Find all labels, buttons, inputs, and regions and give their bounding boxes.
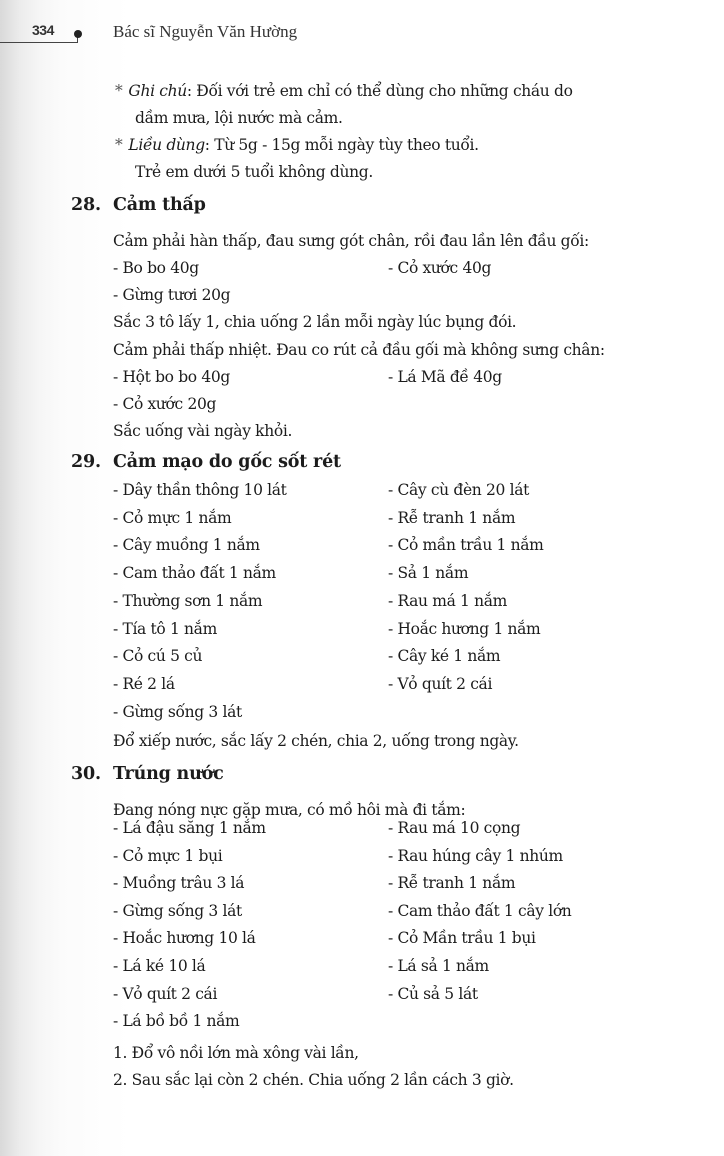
ingredient-item: - Rau má 10 cọng <box>388 819 521 837</box>
asterisk-bullet: * <box>115 136 123 154</box>
note-text: : Đối với trẻ em chỉ có thể dùng cho những cháu do <box>186 82 573 100</box>
ingredient-item: - Gừng tươi 20g <box>113 286 231 304</box>
ingredient-item: - Rau húng cây 1 nhúm <box>388 846 563 865</box>
ingredient-item: - Tía tô 1 nắm <box>113 619 217 638</box>
dose-text: : Từ 5g - 15g mỗi ngày tùy theo tuổi. <box>204 136 479 154</box>
ingredient-item: - Cây muồng 1 nắm <box>113 536 260 555</box>
method-text: Sắc uống vài ngày khỏi. <box>113 422 293 440</box>
note-line-continued: dầm mưa, lội nước mà cảm. <box>135 109 343 127</box>
ingredient-item: - Muồng trâu 3 lá <box>113 874 245 893</box>
ingredient-item: - Lá Mã đề 40g <box>388 368 502 386</box>
ingredient-item: - Củ sả 5 lát <box>388 984 478 1003</box>
ingredient-item: - Lá đậu săng 1 nắm <box>113 819 266 837</box>
step-text: 2. Sau sắc lại còn 2 chén. Chia uống 2 lần cách 3 giờ. <box>113 1071 514 1089</box>
section-title: Cảm thấp <box>113 195 206 215</box>
ingredient-item: - Cỏ Mần trầu 1 bụi <box>388 929 536 948</box>
header-rule <box>0 42 78 43</box>
section-number: 28. <box>71 195 101 215</box>
ingredient-item: - Hoắc hương 1 nắm <box>388 619 541 638</box>
ingredient-item: - Cỏ mực 1 nắm <box>113 508 232 527</box>
ingredient-item: - Lá bồ bồ 1 nắm <box>113 1012 240 1031</box>
dose-line-continued: Trẻ em dưới 5 tuổi không dùng. <box>135 163 373 181</box>
ingredient-item: - Rễ tranh 1 nắm <box>388 874 516 893</box>
ingredient-item: - Cỏ mần trầu 1 nắm <box>388 536 544 555</box>
asterisk-bullet: * <box>115 82 123 100</box>
ingredient-item: - Cam thảo đất 1 nắm <box>113 564 276 583</box>
ingredient-item: - Dây thần thông 10 lát <box>113 481 287 499</box>
section-number: 30. <box>71 764 101 784</box>
section-number: 29. <box>71 452 101 472</box>
ingredient-item: - Hoắc hương 10 lá <box>113 929 256 948</box>
ingredient-item: - Rễ tranh 1 nắm <box>388 508 516 527</box>
section-intro: Đang nóng nực gặp mưa, có mồ hôi mà đi tắm: <box>113 801 466 819</box>
ingredient-item: - Gừng sống 3 lát <box>113 702 242 721</box>
method-text: Đổ xiếp nước, sắc lấy 2 chén, chia 2, uống trong ngày. <box>113 732 519 750</box>
section-title: Cảm mạo do gốc sốt rét <box>113 452 341 472</box>
ingredient-item: - Vỏ quít 2 cái <box>113 984 218 1003</box>
section-intro: Cảm phải hàn thấp, đau sưng gót chân, rồi đau lần lên đầu gối: <box>113 232 589 250</box>
header-bullet-dot <box>74 30 82 38</box>
note-label: Ghi chú <box>128 82 187 100</box>
ingredient-item: - Thường sơn 1 nắm <box>113 591 263 610</box>
section-intro: Cảm phải thấp nhiệt. Đau co rút cả đầu gối mà không sưng chân: <box>113 341 605 359</box>
dose-line <box>115 135 479 155</box>
ingredient-item: - Cam thảo đất 1 cây lớn <box>388 901 572 920</box>
ingredient-item: - Sả 1 nắm <box>388 564 469 583</box>
ingredient-item: - Cỏ cú 5 củ <box>113 647 203 666</box>
ingredient-item: - Cỏ xước 40g <box>388 259 492 277</box>
ingredient-item: - Hột bo bo 40g <box>113 368 230 386</box>
section-title: Trúng nước <box>113 764 224 784</box>
note-line <box>115 81 573 101</box>
ingredient-item: - Ré 2 lá <box>113 674 175 693</box>
ingredient-item: - Cây cù đèn 20 lát <box>388 481 529 499</box>
ingredient-item: - Cỏ xước 20g <box>113 395 217 413</box>
method-text: Sắc 3 tô lấy 1, chia uống 2 lần mỗi ngày lúc bụng đói. <box>113 313 517 331</box>
ingredient-item: - Rau má 1 nắm <box>388 591 508 610</box>
ingredient-item: - Lá sả 1 nắm <box>388 957 489 975</box>
running-header-author: Bác sĩ Nguyễn Văn Hường <box>113 22 298 41</box>
ingredient-item: - Lá ké 10 lá <box>113 957 206 975</box>
dose-label: Liều dùng <box>128 136 205 154</box>
ingredient-item: - Cỏ mực 1 bụi <box>113 846 223 865</box>
ingredient-item: - Gừng sống 3 lát <box>113 901 242 920</box>
step-text: 1. Đổ vô nồi lớn mà xông vài lần, <box>113 1044 359 1062</box>
page-number: 334 <box>32 22 54 38</box>
ingredient-item: - Cây ké 1 nắm <box>388 647 501 666</box>
ingredient-item: - Bo bo 40g <box>113 259 199 277</box>
ingredient-item: - Vỏ quít 2 cái <box>388 674 493 693</box>
